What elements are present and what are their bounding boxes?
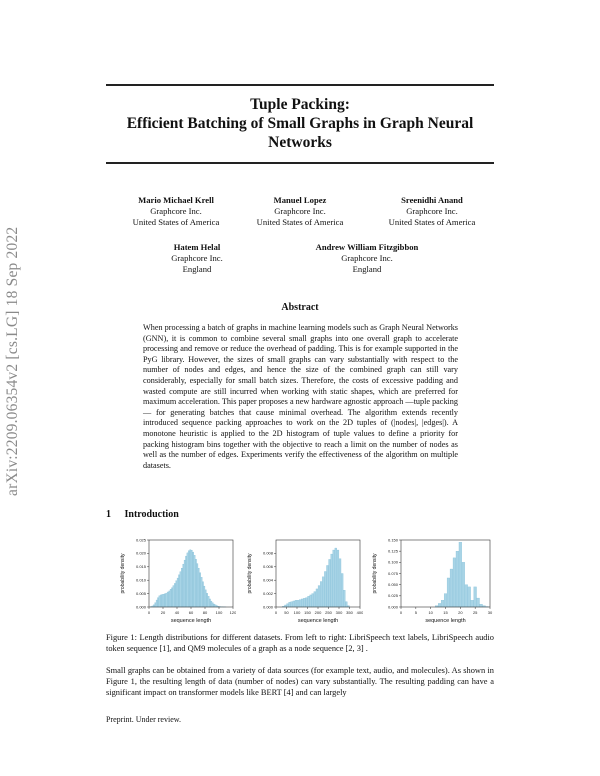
histogram-bar — [156, 600, 157, 607]
histogram-bar — [183, 564, 184, 607]
y-tick-label: 0.100 — [387, 559, 398, 565]
histogram-bar — [211, 601, 212, 607]
x-axis-label: sequence length — [425, 618, 466, 624]
histogram-bar — [333, 550, 335, 607]
y-tick-label: 0.000 — [387, 604, 398, 610]
histogram-bar — [316, 589, 318, 607]
histogram-bar — [171, 588, 172, 607]
y-tick-label: 0.008 — [262, 550, 273, 556]
histogram-bar — [164, 594, 165, 607]
histogram-bar — [339, 559, 341, 607]
figure-1 — [116, 535, 496, 625]
histogram-bar — [345, 602, 347, 607]
histogram-bar — [468, 587, 471, 607]
histogram-bar — [202, 582, 203, 607]
histogram-bar — [153, 605, 154, 607]
author-location: United States of America — [388, 217, 476, 227]
abstract-body: When processing a batch of graphs in machine learning models such as Graph Neural Networks (GNN), it is common to combine several small graphs into one overall graph to accelerate processing and remove or reduce the overhead of padding. This is for example supported in the PyG library. However, the sizes of small graphs can vary substantially with respect to the number of nodes and edges, and hence the size of the combined graph can still vary considerably, especially for small batch sizes. Therefore, the costs of excessive padding and wasted compute are still incurred when working with static shapes, which are preferred for maximum acceleration. This paper proposes a new hardware agnostic approach —tuple packing— for generating batches that cause minimal overhead. The algorithm extends recently introduced sequence packing approaches to work on the 2D tuples of (|nodes|, |edges|). A monotone heuristic is applied to the 2D histogram of tuple values to define a priority for packing histogram bins together with the objective to reach a limit on the number of nodes as well as the number of edges. Experiments verify the effectiveness of the algorithm on multiple datasets. — [143, 323, 458, 470]
author-location: England — [182, 264, 212, 274]
x-tick-label: 30 — [487, 610, 493, 615]
histogram-bar — [160, 595, 161, 607]
histogram-bar — [206, 593, 207, 607]
histogram-bar — [190, 550, 191, 607]
histogram-bar — [157, 598, 158, 607]
y-tick-label: 0.002 — [262, 590, 273, 596]
histogram-bar — [456, 551, 459, 607]
x-tick-label: 100 — [293, 610, 301, 615]
x-tick-label: 5 — [414, 610, 417, 615]
histogram-bar — [197, 564, 198, 607]
histogram-bar — [181, 568, 182, 607]
author-affiliation: Graphcore Inc. — [150, 206, 202, 216]
histogram-bar — [191, 550, 192, 607]
histogram-bar — [155, 603, 156, 607]
author-affiliation: Graphcore Inc. — [171, 253, 223, 263]
y-tick-label: 0.025 — [387, 593, 398, 599]
histogram-bar — [453, 558, 456, 607]
histogram-bar — [308, 596, 310, 607]
histogram-bar — [213, 604, 214, 607]
author-affiliation: Graphcore Inc. — [341, 253, 393, 263]
histogram-bar — [180, 572, 181, 607]
y-tick-label: 0.020 — [135, 550, 146, 556]
histogram-bar — [194, 555, 195, 607]
author-block — [225, 195, 375, 228]
histogram-bar — [163, 594, 164, 607]
x-axis-label: sequence length — [170, 618, 212, 624]
histogram-bar — [205, 590, 206, 607]
x-axis-label: sequence length — [297, 618, 339, 624]
histogram-bar — [324, 571, 326, 607]
x-tick-label: 400 — [356, 610, 363, 615]
histogram-bar — [438, 603, 441, 607]
histogram-bar — [289, 602, 291, 607]
author-block — [122, 242, 272, 275]
y-tick-label: 0.075 — [387, 570, 398, 576]
y-tick-label: 0.015 — [135, 564, 146, 570]
histogram-bar — [295, 600, 297, 607]
author-block — [292, 242, 442, 275]
histogram-bar — [208, 596, 209, 607]
author-name: Sreenidhi Anand — [401, 195, 463, 205]
abstract-heading: Abstract — [281, 302, 319, 313]
histogram-bar — [293, 601, 295, 607]
x-tick-label: 300 — [335, 610, 343, 615]
y-tick-label: 0.125 — [387, 548, 398, 554]
histogram-bar — [329, 559, 331, 607]
footer-note: Preprint. Under review. — [106, 715, 182, 724]
y-tick-label: 0.006 — [262, 564, 273, 570]
histogram-bar — [477, 598, 480, 607]
title-line-1: Tuple Packing: — [250, 96, 350, 113]
x-tick-label: 0 — [147, 610, 151, 615]
histogram-bar — [312, 594, 314, 607]
x-tick-label: 50 — [284, 610, 289, 615]
x-tick-label: 40 — [174, 610, 180, 615]
histogram-bar — [301, 599, 303, 607]
histogram-bar — [322, 577, 324, 607]
histogram-bar — [320, 582, 322, 607]
histogram-bar — [291, 602, 293, 607]
x-tick-label: 80 — [202, 610, 208, 615]
histogram-bar — [297, 600, 299, 607]
histogram-bar — [318, 586, 320, 607]
title-line-2: Efficient Batching of Small Graphs in Graph Neural — [126, 115, 474, 132]
histogram-bar — [287, 604, 289, 607]
histogram-bar — [174, 583, 175, 607]
histogram-bar — [471, 600, 474, 607]
x-tick-label: 120 — [229, 610, 236, 615]
x-tick-label: 0 — [399, 610, 403, 615]
author-name: Andrew William Fitzgibbon — [315, 242, 419, 252]
author-name: Hatem Helal — [173, 242, 221, 252]
title-line-3: Networks — [268, 134, 332, 151]
histogram-bar — [176, 581, 177, 607]
histogram-bar — [299, 600, 301, 607]
histogram-bar — [465, 585, 468, 607]
histogram-bar — [166, 593, 167, 607]
histogram-bar — [444, 594, 447, 607]
author-block — [357, 195, 507, 228]
histogram-bar — [204, 586, 205, 607]
chart-librispeech-text — [116, 535, 236, 625]
histogram-bar — [441, 600, 444, 607]
histogram-bar — [169, 591, 170, 607]
histogram-bar — [331, 554, 333, 607]
title-top-rule — [106, 84, 494, 86]
x-tick-label: 60 — [188, 610, 194, 615]
author-name: Mario Michael Krell — [138, 195, 214, 205]
author-location: England — [352, 264, 382, 274]
histogram-bar — [337, 550, 339, 607]
histogram-bar — [480, 604, 483, 607]
histogram-bar — [159, 596, 160, 607]
y-tick-label: 0.000 — [262, 604, 273, 610]
histogram-bar — [173, 586, 174, 607]
y-tick-label: 0.010 — [135, 577, 146, 583]
x-tick-label: 20 — [458, 610, 463, 615]
y-axis-label: probability density — [247, 553, 253, 594]
section-title: Introduction — [124, 509, 179, 520]
histogram-bar — [474, 587, 477, 607]
section-number: 1 — [106, 509, 111, 520]
author-location: United States of America — [132, 217, 220, 227]
x-tick-label: 20 — [160, 610, 166, 615]
histogram-bar — [198, 568, 199, 607]
histogram-bar — [314, 592, 316, 607]
author-location: United States of America — [256, 217, 344, 227]
chart-librispeech-audio — [243, 535, 363, 625]
histogram-bar — [284, 605, 286, 607]
x-tick-label: 250 — [325, 610, 332, 615]
histogram-bar — [177, 578, 178, 607]
title-bottom-rule — [106, 162, 494, 164]
histogram-bar — [326, 565, 328, 607]
y-axis-label: probability density — [372, 553, 378, 594]
histogram-bar — [209, 599, 210, 607]
histogram-bar — [215, 605, 216, 607]
histogram-bar — [188, 551, 189, 607]
histogram-bar — [335, 548, 337, 607]
y-tick-label: 0.025 — [135, 537, 146, 543]
arxiv-identifier[interactable]: arXiv:2209.06354v2 [cs.LG] 18 Sep 2022 — [4, 226, 21, 496]
section-heading — [106, 509, 179, 520]
histogram-bar — [305, 598, 307, 607]
x-tick-label: 100 — [215, 610, 223, 615]
histogram-bar — [447, 578, 450, 607]
histogram-bar — [310, 595, 312, 607]
histogram-bar — [462, 562, 465, 607]
histogram-bar — [162, 594, 163, 607]
x-tick-label: 200 — [314, 610, 322, 615]
y-tick-label: 0.050 — [387, 581, 398, 587]
paper-title — [106, 95, 494, 152]
histogram-bar — [187, 553, 188, 607]
histogram-bar — [185, 556, 186, 607]
x-tick-label: 350 — [346, 610, 353, 615]
histogram-bar — [450, 569, 453, 607]
histogram-bar — [178, 575, 179, 607]
author-name: Manuel Lopez — [273, 195, 327, 205]
author-affiliation: Graphcore Inc. — [406, 206, 458, 216]
histogram-bar — [195, 559, 196, 607]
author-affiliation: Graphcore Inc. — [274, 206, 326, 216]
histogram-bar — [343, 590, 345, 607]
histogram-bar — [201, 577, 202, 607]
x-tick-label: 150 — [304, 610, 311, 615]
histogram-bar — [184, 560, 185, 607]
histogram-bar — [459, 542, 462, 607]
histogram-bar — [192, 552, 193, 607]
histogram-bar — [303, 598, 305, 607]
y-axis-label: probability density — [120, 553, 126, 594]
y-tick-label: 0.005 — [135, 590, 146, 596]
x-tick-label: 10 — [428, 610, 433, 615]
histogram-bar — [341, 574, 343, 608]
x-tick-label: 0 — [274, 610, 278, 615]
histogram-bar — [170, 589, 171, 607]
x-tick-label: 15 — [443, 610, 448, 615]
histogram-bar — [167, 592, 168, 607]
histogram-bar — [212, 603, 213, 607]
figure-caption: Figure 1: Length distributions for different datasets. From left to right: LibriSpeech text labels, LibriSpeech audio token sequence [1], and QM9 molecules of a graph as a node sequence [2, 3] . — [106, 633, 494, 653]
y-tick-label: 0.000 — [135, 604, 146, 610]
intro-paragraph: Small graphs can be obtained from a variety of data sources (for example text, audio, and molecules). As shown in Figure 1, the resulting length of data (number of nodes) can vary substantially. The resulting padding can have a significant impact on transformer models like BERT [4] and can largely — [106, 666, 494, 697]
histogram-bar — [199, 573, 200, 607]
y-tick-label: 0.150 — [387, 537, 398, 543]
y-tick-label: 0.004 — [262, 577, 273, 583]
x-tick-label: 25 — [472, 610, 478, 615]
chart-qm9 — [368, 535, 493, 625]
